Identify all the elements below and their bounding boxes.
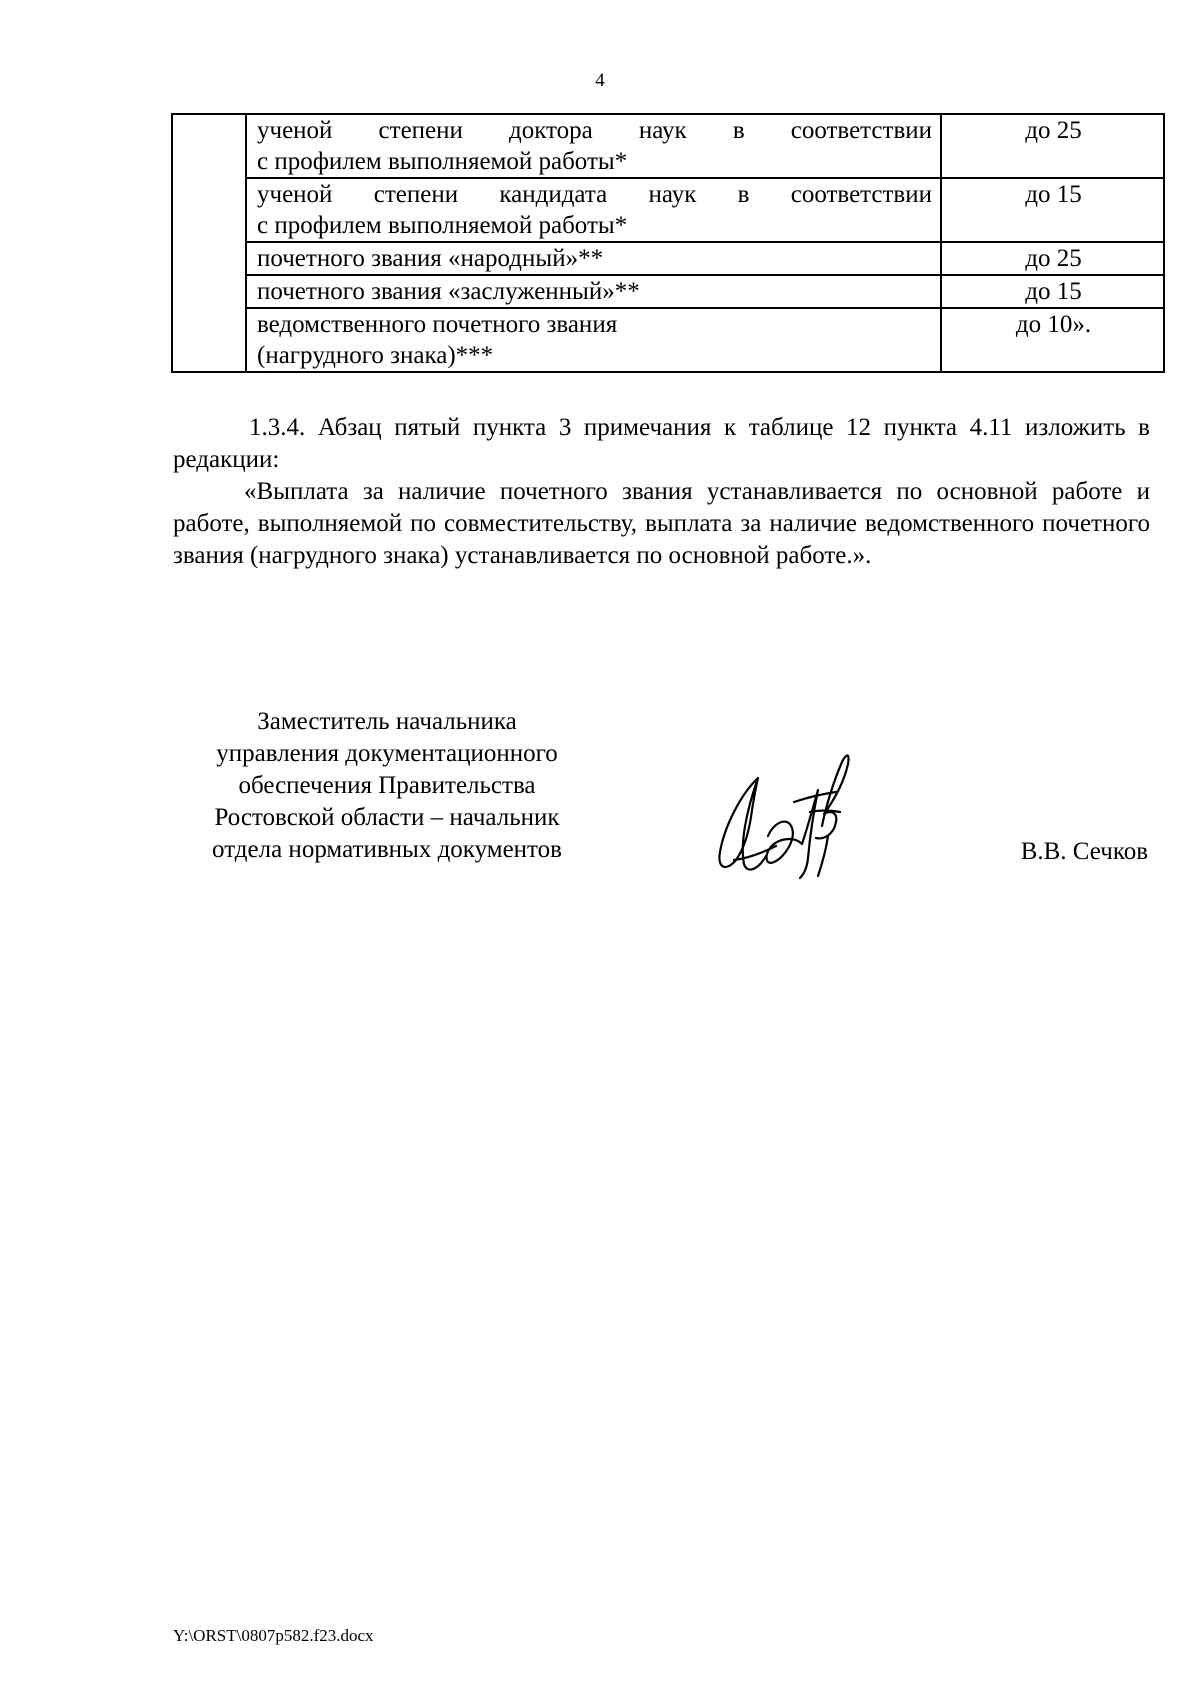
description-cell (246, 114, 941, 178)
table-row (172, 308, 1164, 372)
amendment-paragraph: 1.3.4. Абзац пятый пункта 3 примечания к таблице 12 пункта 4.11 изложить в редакции: (173, 414, 1150, 473)
description-line: ученой степени доктора наук в соответствии (257, 117, 932, 144)
description-cell (246, 178, 941, 242)
quoted-text-paragraph: «Выплата за наличие почетного звания устанавливается по основной работе и работе, выполняемой по совместительству, выплата за наличие ведомственного почетного звания (нагрудного знака) устанавливается по основной работе.». (173, 478, 1150, 569)
description-cell (246, 275, 941, 308)
signer-title-line: отдела нормативных документов (212, 836, 562, 863)
description-cell (246, 308, 941, 372)
signer-title-line: Ростовской области – начальник (214, 804, 560, 831)
handwritten-signature-icon (710, 740, 870, 890)
value-cell: до 15 (941, 178, 1164, 242)
description-line: с профилем выполняемой работы* (257, 148, 628, 175)
value-cell: до 25 (941, 114, 1164, 178)
table-row (172, 178, 1164, 242)
signer-name: В.В. Сечков (1020, 838, 1148, 865)
signer-title-line: управления документационного (216, 740, 558, 767)
description-line: ведомственного почетного звания (257, 311, 618, 338)
table-row (172, 275, 1164, 308)
value-cell: до 25 (941, 242, 1164, 275)
signer-title (172, 706, 602, 866)
description-line: ученой степени кандидата наук в соответствии (257, 181, 932, 208)
value-cell: до 10». (941, 308, 1164, 372)
description-line: почетного звания «народный»** (257, 245, 604, 272)
page-number: 4 (595, 70, 605, 91)
table-row (172, 242, 1164, 275)
description-cell (246, 242, 941, 275)
file-path: Y:\ORST\0807p582.f23.docx (173, 1626, 374, 1645)
value-cell: до 15 (941, 275, 1164, 308)
description-line: (нагрудного знака)*** (257, 342, 494, 369)
description-line: с профилем выполняемой работы* (257, 212, 628, 239)
allowance-table (171, 113, 1165, 373)
number-cell (172, 114, 246, 372)
table-row (172, 114, 1164, 178)
signer-title-line: Заместитель начальника (257, 708, 517, 735)
signer-title-line: обеспечения Правительства (238, 772, 536, 799)
description-line: почетного звания «заслуженный»** (257, 278, 640, 305)
